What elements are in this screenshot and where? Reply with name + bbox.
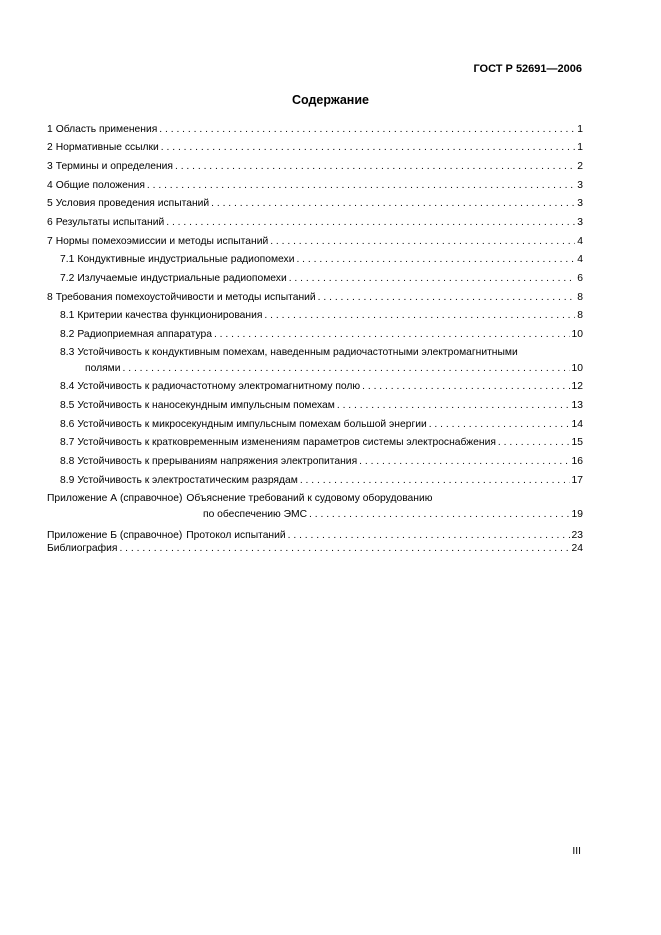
toc-page: 12 <box>571 381 583 392</box>
dot-leader <box>309 509 569 521</box>
toc-page: 19 <box>571 509 583 520</box>
toc-page: 4 <box>577 236 583 247</box>
dot-leader <box>337 400 570 412</box>
toc-entry-8-2[interactable] <box>60 329 583 341</box>
toc-label: Область применения <box>55 124 158 135</box>
toc-number: 6 <box>47 217 53 228</box>
dot-leader <box>211 198 575 210</box>
toc-label: Устойчивость к микросекундным импульсным помехам большой энергии <box>77 419 427 430</box>
toc-page: 10 <box>571 363 583 374</box>
toc-label: Кондуктивные индустриальные радиопомехи <box>77 254 295 265</box>
toc-number: Приложение Б (справочное) <box>47 530 183 541</box>
page-title: Содержание <box>291 93 369 107</box>
toc-number: 3 <box>47 161 53 172</box>
dot-leader <box>264 310 575 322</box>
toc-page: 1 <box>577 142 583 153</box>
toc-number: 7.1 <box>60 254 75 265</box>
toc-page: 16 <box>571 456 583 467</box>
toc-page: 23 <box>571 530 583 541</box>
toc-page: 4 <box>577 254 583 265</box>
dot-leader <box>362 381 569 393</box>
toc-number: 8.3 <box>60 347 75 358</box>
toc-label: Устойчивость к наносекундным импульсным помехам <box>77 400 335 411</box>
toc-label: Устойчивость к радиочастотному электромагнитному полю <box>77 381 361 392</box>
toc-page: 3 <box>577 180 583 191</box>
toc-page: 1 <box>577 124 583 135</box>
toc-entry-8-4[interactable] <box>60 381 583 393</box>
toc-label: Устойчивость к электростатическим разрядам <box>77 475 298 486</box>
toc-number: 8.4 <box>60 381 75 392</box>
toc-entry-8-7[interactable] <box>60 437 583 449</box>
dot-leader <box>296 254 575 266</box>
toc-number: 1 <box>47 124 53 135</box>
toc-entry-appendix-b[interactable] <box>47 530 583 542</box>
toc-entry-appendix-a[interactable] <box>47 493 583 521</box>
toc-label: Устойчивость к кондуктивным помехам, наведенным радиочастотными электромагнитными <box>77 347 518 358</box>
toc-page: 2 <box>577 161 583 172</box>
toc-page: 15 <box>571 437 583 448</box>
toc-label: Нормы помехоэмиссии и методы испытаний <box>55 236 269 247</box>
toc-entry-2[interactable] <box>47 142 583 154</box>
toc-entry-3[interactable] <box>47 161 583 173</box>
toc-entry-8-9[interactable] <box>60 475 583 487</box>
toc-page: 3 <box>577 198 583 209</box>
toc-label: Нормативные ссылки <box>55 142 159 153</box>
toc-page: 8 <box>577 292 583 303</box>
toc-label: Термины и определения <box>55 161 173 172</box>
toc-label: Условия проведения испытаний <box>55 198 210 209</box>
toc-number: 8.6 <box>60 419 75 430</box>
toc-entry-7-2[interactable] <box>60 273 583 285</box>
toc-entry-8-5[interactable] <box>60 400 583 412</box>
toc-page: 6 <box>577 273 583 284</box>
dot-leader <box>498 437 570 449</box>
dot-leader <box>429 419 570 431</box>
toc-page: 13 <box>571 400 583 411</box>
toc-entry-8-3[interactable] <box>60 347 583 375</box>
toc-label: Критерии качества функционирования <box>77 310 263 321</box>
dot-leader <box>270 236 575 248</box>
toc-label-continued: полями <box>85 363 121 374</box>
toc-page: 10 <box>571 329 583 340</box>
toc-number: 8 <box>47 292 53 303</box>
toc-label: Излучаемые индустриальные радиопомехи <box>77 273 287 284</box>
dot-leader <box>289 273 576 285</box>
toc-label: Общие положения <box>55 180 145 191</box>
toc-label: Библиография <box>47 543 118 554</box>
dot-leader <box>119 543 569 555</box>
toc-number: 8.7 <box>60 437 75 448</box>
dot-leader <box>359 456 569 468</box>
toc-label: Устойчивость к прерываниям напряжения электропитания <box>77 456 358 467</box>
toc-entry-7-1[interactable] <box>60 254 583 266</box>
toc-number: 2 <box>47 142 53 153</box>
toc-number: 8.2 <box>60 329 75 340</box>
toc-entry-8[interactable] <box>47 292 583 304</box>
toc-page: 24 <box>571 543 583 554</box>
dot-leader <box>288 530 570 542</box>
toc-entry-8-6[interactable] <box>60 419 583 431</box>
toc-number: Приложение А (справочное) <box>47 493 183 504</box>
dot-leader <box>159 124 575 136</box>
toc-number: 8.8 <box>60 456 75 467</box>
toc-entry-6[interactable] <box>47 217 583 229</box>
toc-entry-bibliography[interactable] <box>47 543 583 555</box>
toc-page: 8 <box>577 310 583 321</box>
toc-label: Протокол испытаний <box>186 530 286 541</box>
toc-label: Радиоприемная аппаратура <box>77 329 212 340</box>
toc-page: 17 <box>571 475 583 486</box>
toc-label: Результаты испытаний <box>55 217 165 228</box>
dot-leader <box>166 217 575 229</box>
toc-label-continued: по обеспечению ЭМС <box>203 509 308 520</box>
toc-entry-5[interactable] <box>47 198 583 210</box>
page-number: III <box>572 846 581 857</box>
toc-page: 14 <box>571 419 583 430</box>
dot-leader <box>214 329 570 341</box>
dot-leader <box>123 363 570 375</box>
dot-leader <box>300 475 570 487</box>
toc-entry-7[interactable] <box>47 236 583 248</box>
toc-number: 8.5 <box>60 400 75 411</box>
dot-leader <box>175 161 575 173</box>
document-code: ГОСТ Р 52691—2006 <box>473 63 582 75</box>
toc-number: 4 <box>47 180 53 191</box>
toc-number: 7 <box>47 236 53 247</box>
toc-number: 8.1 <box>60 310 75 321</box>
toc-page: 3 <box>577 217 583 228</box>
dot-leader <box>318 292 576 304</box>
dot-leader <box>161 142 575 154</box>
toc-number: 8.9 <box>60 475 75 486</box>
toc-number: 7.2 <box>60 273 75 284</box>
toc-entry-1[interactable] <box>47 124 583 136</box>
toc-label: Устойчивость к кратковременным изменениям параметров системы электроснабжения <box>77 437 496 448</box>
toc-number: 5 <box>47 198 53 209</box>
toc-entry-4[interactable] <box>47 180 583 192</box>
dot-leader <box>147 180 575 192</box>
toc-label: Требования помехоустойчивости и методы испытаний <box>55 292 316 303</box>
toc-entry-8-8[interactable] <box>60 456 583 468</box>
toc-entry-8-1[interactable] <box>60 310 583 322</box>
toc-label: Объяснение требований к судовому оборудованию <box>186 493 433 504</box>
